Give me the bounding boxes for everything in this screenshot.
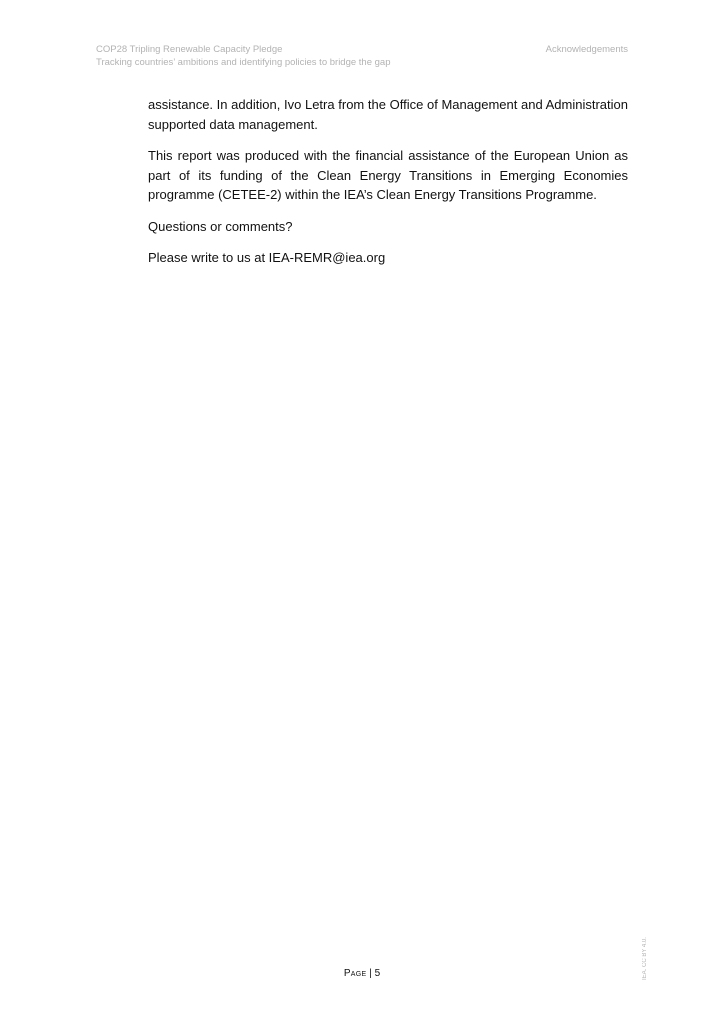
paragraph: assistance. In addition, Ivo Letra from the Office of Management and Administration supported data management.: [148, 97, 628, 132]
paragraph: Questions or comments?: [148, 218, 293, 234]
contact-paragraph: Please write to us at IEA-REMR@iea.org: [148, 250, 386, 265]
body-text: [148, 95, 628, 280]
page-footer: [0, 968, 724, 979]
report-subtitle: Tracking countries’ ambitions and identifying policies to bridge the gap: [96, 57, 391, 68]
license-note: IEA. CC BY 4.0.: [642, 937, 648, 980]
report-title: COP28 Tripling Renewable Capacity Pledge: [96, 44, 283, 55]
page-number: 5: [374, 968, 381, 979]
paragraph: This report was produced with the financial assistance of the European Union as part of its funding of the Clean Energy Transitions in Emerging Economies programme (CETEE-2) within the IEA’s Clean Energy Transitions Programme.: [148, 148, 628, 202]
running-header: [96, 43, 391, 69]
section-name: Acknowledgements: [545, 44, 628, 55]
page-label: Page: [343, 968, 367, 979]
page-separator: |: [366, 968, 375, 979]
